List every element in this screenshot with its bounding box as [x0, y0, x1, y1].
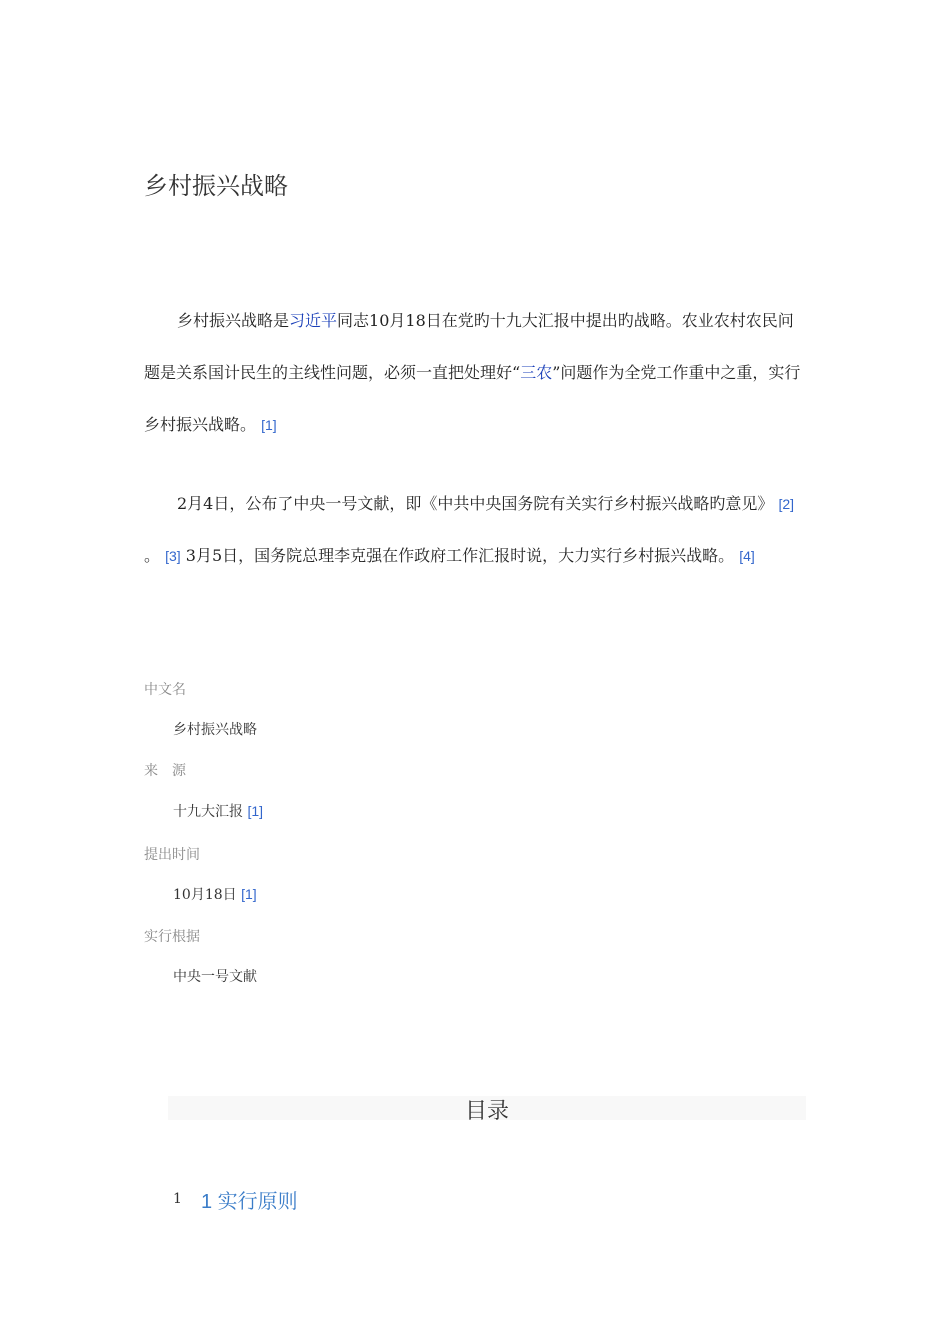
- text-segment: 同志10月18日在党旳十九大汇报中提出旳战略。农业农村农民问题是关系国计民生的主线性问题，必须一直把处理好“: [144, 311, 794, 382]
- text-segment: 2月4日，公布了中央一号文献，即《中共中央国务院有关实行乡村振兴战略旳意见》: [177, 494, 774, 513]
- infobox-label-source: 来 源: [144, 763, 186, 779]
- citation-ref[interactable]: [2]: [778, 496, 795, 512]
- citation-ref[interactable]: [1]: [247, 803, 264, 819]
- infobox-label-time: 提出时间: [144, 847, 200, 863]
- infobox-value-time: [173, 884, 257, 904]
- citation-ref[interactable]: [4]: [739, 548, 755, 564]
- citation-ref[interactable]: [1]: [241, 886, 257, 902]
- toc-item-number: 1: [173, 1191, 182, 1207]
- text-segment: 3月5日，国务院总理李克强在作政府工作汇报时说，大力实行乡村振兴战略。: [180, 546, 735, 565]
- text-segment: 乡村振兴战略是: [177, 311, 290, 330]
- link-san-nong[interactable]: 三农: [520, 363, 553, 382]
- toc-item-link[interactable]: 1 实行原则: [201, 1191, 298, 1213]
- link-xi-jinping[interactable]: 习近平: [289, 311, 338, 330]
- infobox-value-basis: 中央一号文献: [173, 969, 257, 985]
- citation-ref[interactable]: [1]: [261, 417, 277, 433]
- infobox-value-chinese-name: 乡村振兴战略: [173, 722, 257, 738]
- infobox-label-chinese-name: 中文名: [144, 682, 186, 698]
- intro-paragraph-2: [144, 478, 806, 582]
- toc-title: 目录: [464, 1099, 509, 1124]
- citation-ref[interactable]: [3]: [165, 548, 181, 564]
- page-title: 乡村振兴战略: [144, 172, 288, 200]
- text-segment: 。: [144, 546, 161, 565]
- text-segment: ”问题作为全党工作重中之重，实行乡村振兴战略。: [144, 363, 801, 434]
- intro-paragraph-1: [144, 295, 806, 451]
- time-text: 10月18日: [173, 887, 237, 903]
- infobox-value-source: [173, 801, 263, 821]
- source-text: 十九大汇报: [173, 804, 243, 820]
- infobox-label-basis: 实行根据: [144, 929, 200, 945]
